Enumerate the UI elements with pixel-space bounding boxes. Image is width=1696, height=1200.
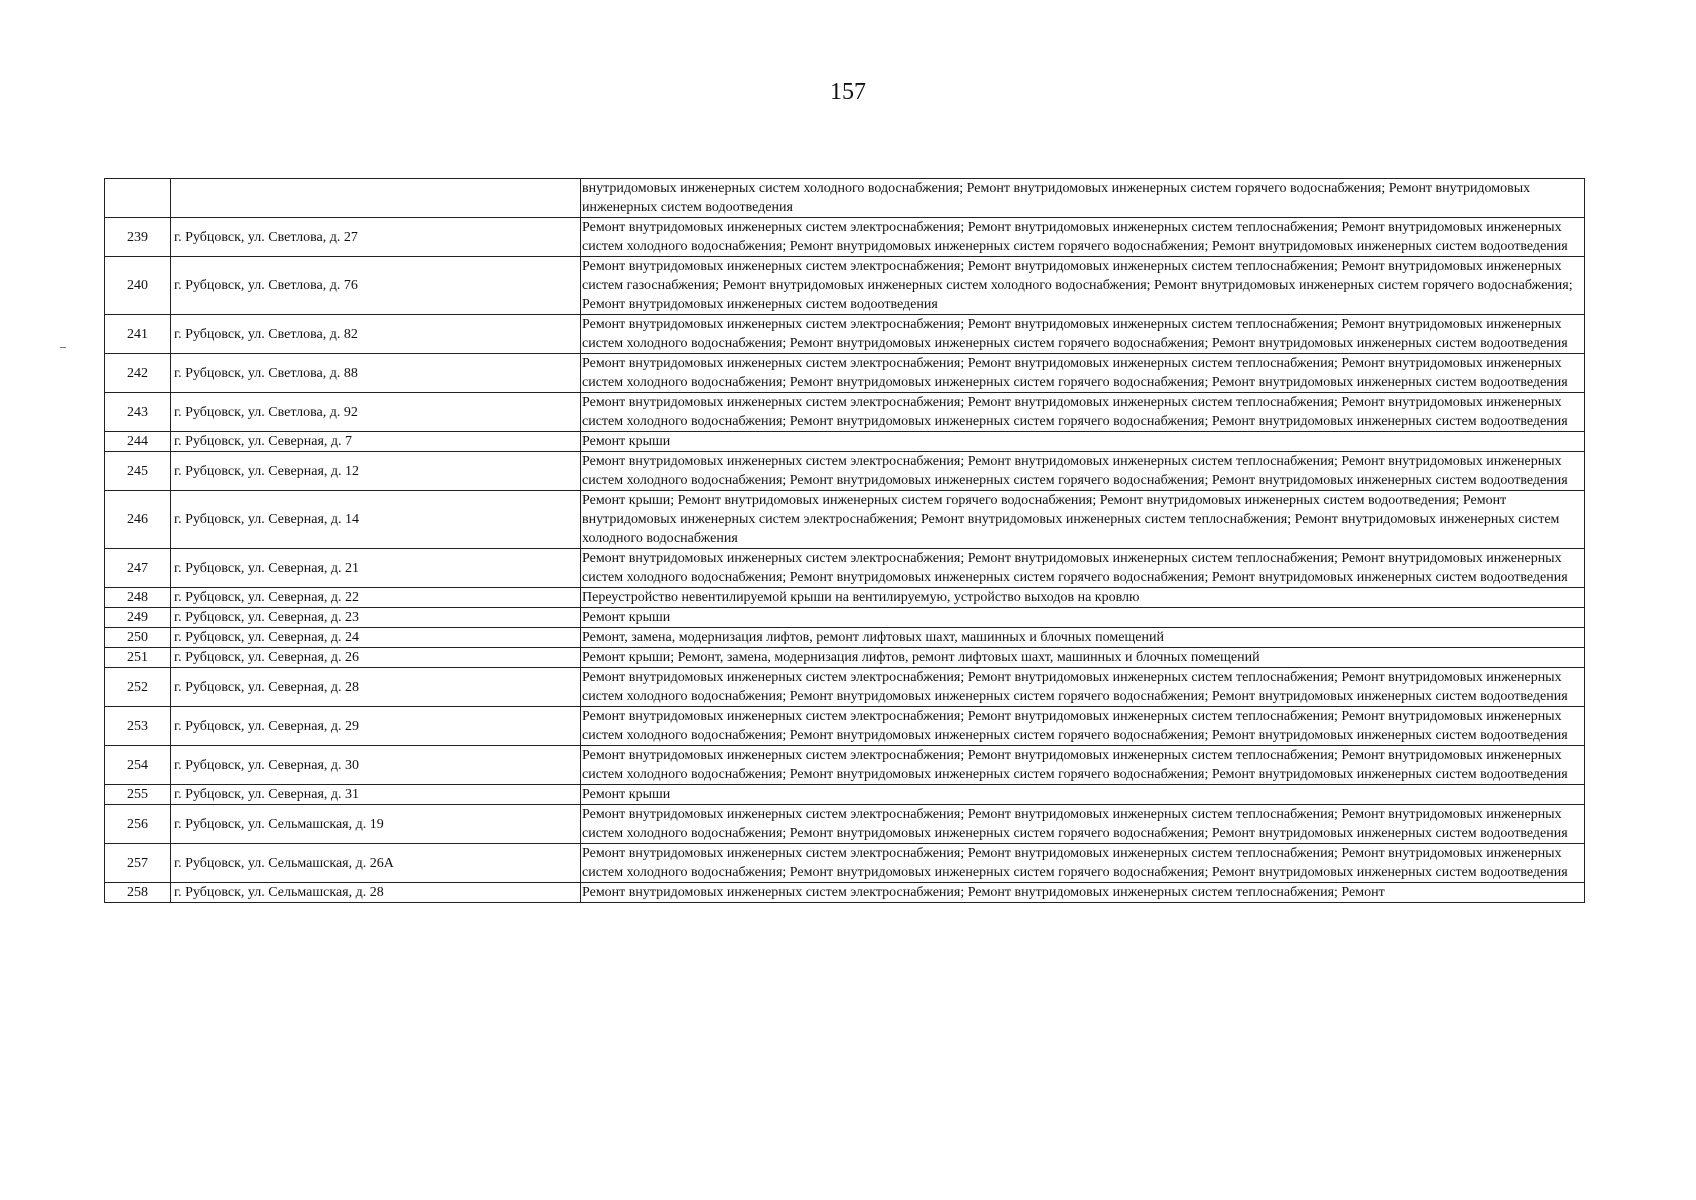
row-work: Ремонт внутридомовых инженерных систем электроснабжения; Ремонт внутридомовых инженерных систем теплоснабжения; Ремонт — [581, 883, 1585, 903]
table-row — [105, 707, 1585, 746]
row-address: г. Рубцовск, ул. Светлова, д. 88 — [171, 354, 581, 393]
row-number: 242 — [105, 354, 171, 393]
row-number: 244 — [105, 432, 171, 452]
row-address: г. Рубцовск, ул. Светлова, д. 27 — [171, 218, 581, 257]
row-number: 254 — [105, 746, 171, 785]
table-row — [105, 257, 1585, 315]
row-number: 239 — [105, 218, 171, 257]
row-number: 253 — [105, 707, 171, 746]
row-address: г. Рубцовск, ул. Северная, д. 28 — [171, 668, 581, 707]
row-address: г. Рубцовск, ул. Северная, д. 7 — [171, 432, 581, 452]
row-work: Ремонт внутридомовых инженерных систем электроснабжения; Ремонт внутридомовых инженерных систем теплоснабжения; Ремонт внутридомовых инженерных систем холодного водоснабжения; Ремонт внутридомовых инженерных систем горячего водоснабжения; Ремонт внутридомовых инженерных систем водоотведения — [581, 354, 1585, 393]
row-work: Ремонт внутридомовых инженерных систем электроснабжения; Ремонт внутридомовых инженерных систем теплоснабжения; Ремонт внутридомовых инженерных систем холодного водоснабжения; Ремонт внутридомовых инженерных систем горячего водоснабжения; Ремонт внутридомовых инженерных систем водоотведения — [581, 707, 1585, 746]
row-work: Ремонт крыши; Ремонт внутридомовых инженерных систем горячего водоснабжения; Ремонт внутридомовых инженерных систем водоотведения; Ремонт внутридомовых инженерных систем электроснабжения; Ремонт внутридомовых инженерных систем теплоснабжения; Ремонт внутридомовых инженерных систем холодного водоснабжения — [581, 491, 1585, 549]
row-address: г. Рубцовск, ул. Сельмашская, д. 28 — [171, 883, 581, 903]
row-address: г. Рубцовск, ул. Северная, д. 30 — [171, 746, 581, 785]
row-work: Ремонт внутридомовых инженерных систем электроснабжения; Ремонт внутридомовых инженерных систем теплоснабжения; Ремонт внутридомовых инженерных систем газоснабжения; Ремонт внутридомовых инженерных систем холодного водоснабжения; Ремонт внутридомовых инженерных систем горячего водоснабжения; Ремонт внутридомовых инженерных систем водоотведения — [581, 257, 1585, 315]
margin-mark — [60, 347, 66, 348]
table-row — [105, 588, 1585, 608]
row-address: г. Рубцовск, ул. Северная, д. 14 — [171, 491, 581, 549]
row-address: г. Рубцовск, ул. Светлова, д. 82 — [171, 315, 581, 354]
table-row — [105, 628, 1585, 648]
row-address: г. Рубцовск, ул. Северная, д. 29 — [171, 707, 581, 746]
table-body — [105, 179, 1585, 903]
row-number — [105, 179, 171, 218]
row-address: г. Рубцовск, ул. Сельмашская, д. 26А — [171, 844, 581, 883]
table-row — [105, 648, 1585, 668]
row-number: 243 — [105, 393, 171, 432]
row-number: 246 — [105, 491, 171, 549]
table-row — [105, 491, 1585, 549]
row-work: Ремонт внутридомовых инженерных систем электроснабжения; Ремонт внутридомовых инженерных систем теплоснабжения; Ремонт внутридомовых инженерных систем холодного водоснабжения; Ремонт внутридомовых инженерных систем горячего водоснабжения; Ремонт внутридомовых инженерных систем водоотведения — [581, 218, 1585, 257]
row-address: г. Рубцовск, ул. Северная, д. 26 — [171, 648, 581, 668]
row-work: Ремонт крыши — [581, 608, 1585, 628]
table-row — [105, 179, 1585, 218]
row-work: Ремонт крыши — [581, 432, 1585, 452]
row-work: Ремонт внутридомовых инженерных систем электроснабжения; Ремонт внутридомовых инженерных систем теплоснабжения; Ремонт внутридомовых инженерных систем холодного водоснабжения; Ремонт внутридомовых инженерных систем горячего водоснабжения; Ремонт внутридомовых инженерных систем водоотведения — [581, 393, 1585, 432]
row-work: Ремонт внутридомовых инженерных систем электроснабжения; Ремонт внутридомовых инженерных систем теплоснабжения; Ремонт внутридомовых инженерных систем холодного водоснабжения; Ремонт внутридомовых инженерных систем горячего водоснабжения; Ремонт внутридомовых инженерных систем водоотведения — [581, 315, 1585, 354]
row-number: 241 — [105, 315, 171, 354]
row-number: 247 — [105, 549, 171, 588]
row-address: г. Рубцовск, ул. Северная, д. 31 — [171, 785, 581, 805]
table-row — [105, 746, 1585, 785]
row-number: 256 — [105, 805, 171, 844]
row-address: г. Рубцовск, ул. Северная, д. 22 — [171, 588, 581, 608]
row-work: Ремонт внутридомовых инженерных систем электроснабжения; Ремонт внутридомовых инженерных систем теплоснабжения; Ремонт внутридомовых инженерных систем холодного водоснабжения; Ремонт внутридомовых инженерных систем горячего водоснабжения; Ремонт внутридомовых инженерных систем водоотведения — [581, 668, 1585, 707]
row-number: 245 — [105, 452, 171, 491]
row-address: г. Рубцовск, ул. Светлова, д. 92 — [171, 393, 581, 432]
row-number: 251 — [105, 648, 171, 668]
table-row — [105, 844, 1585, 883]
table-row — [105, 354, 1585, 393]
row-work: внутридомовых инженерных систем холодного водоснабжения; Ремонт внутридомовых инженерных систем горячего водоснабжения; Ремонт внутридомовых инженерных систем водоотведения — [581, 179, 1585, 218]
row-address: г. Рубцовск, ул. Светлова, д. 76 — [171, 257, 581, 315]
row-number: 258 — [105, 883, 171, 903]
table-row — [105, 315, 1585, 354]
row-address: г. Рубцовск, ул. Северная, д. 24 — [171, 628, 581, 648]
row-number: 249 — [105, 608, 171, 628]
table-row — [105, 452, 1585, 491]
table-row — [105, 432, 1585, 452]
row-number: 255 — [105, 785, 171, 805]
row-work: Ремонт крыши; Ремонт, замена, модернизация лифтов, ремонт лифтовых шахт, машинных и блочных помещений — [581, 648, 1585, 668]
table-row — [105, 608, 1585, 628]
row-address: г. Рубцовск, ул. Северная, д. 23 — [171, 608, 581, 628]
row-address — [171, 179, 581, 218]
repair-table — [104, 178, 1585, 903]
row-work: Ремонт внутридомовых инженерных систем электроснабжения; Ремонт внутридомовых инженерных систем теплоснабжения; Ремонт внутридомовых инженерных систем холодного водоснабжения; Ремонт внутридомовых инженерных систем горячего водоснабжения; Ремонт внутридомовых инженерных систем водоотведения — [581, 805, 1585, 844]
table-row — [105, 668, 1585, 707]
row-address: г. Рубцовск, ул. Северная, д. 21 — [171, 549, 581, 588]
table-row — [105, 785, 1585, 805]
row-work: Ремонт крыши — [581, 785, 1585, 805]
row-work: Ремонт внутридомовых инженерных систем электроснабжения; Ремонт внутридомовых инженерных систем теплоснабжения; Ремонт внутридомовых инженерных систем холодного водоснабжения; Ремонт внутридомовых инженерных систем горячего водоснабжения; Ремонт внутридомовых инженерных систем водоотведения — [581, 549, 1585, 588]
table-row — [105, 218, 1585, 257]
table-row — [105, 883, 1585, 903]
row-work: Ремонт внутридомовых инженерных систем электроснабжения; Ремонт внутридомовых инженерных систем теплоснабжения; Ремонт внутридомовых инженерных систем холодного водоснабжения; Ремонт внутридомовых инженерных систем горячего водоснабжения; Ремонт внутридомовых инженерных систем водоотведения — [581, 844, 1585, 883]
row-number: 250 — [105, 628, 171, 648]
row-work: Ремонт, замена, модернизация лифтов, ремонт лифтовых шахт, машинных и блочных помещений — [581, 628, 1585, 648]
row-address: г. Рубцовск, ул. Сельмашская, д. 19 — [171, 805, 581, 844]
row-number: 248 — [105, 588, 171, 608]
row-work: Переустройство невентилируемой крыши на вентилируемую, устройство выходов на кровлю — [581, 588, 1585, 608]
row-number: 252 — [105, 668, 171, 707]
row-number: 257 — [105, 844, 171, 883]
row-work: Ремонт внутридомовых инженерных систем электроснабжения; Ремонт внутридомовых инженерных систем теплоснабжения; Ремонт внутридомовых инженерных систем холодного водоснабжения; Ремонт внутридомовых инженерных систем горячего водоснабжения; Ремонт внутридомовых инженерных систем водоотведения — [581, 452, 1585, 491]
table-row — [105, 805, 1585, 844]
table-row — [105, 393, 1585, 432]
row-number: 240 — [105, 257, 171, 315]
row-address: г. Рубцовск, ул. Северная, д. 12 — [171, 452, 581, 491]
table-row — [105, 549, 1585, 588]
row-work: Ремонт внутридомовых инженерных систем электроснабжения; Ремонт внутридомовых инженерных систем теплоснабжения; Ремонт внутридомовых инженерных систем холодного водоснабжения; Ремонт внутридомовых инженерных систем горячего водоснабжения; Ремонт внутридомовых инженерных систем водоотведения — [581, 746, 1585, 785]
page-number: 157 — [830, 79, 866, 105]
